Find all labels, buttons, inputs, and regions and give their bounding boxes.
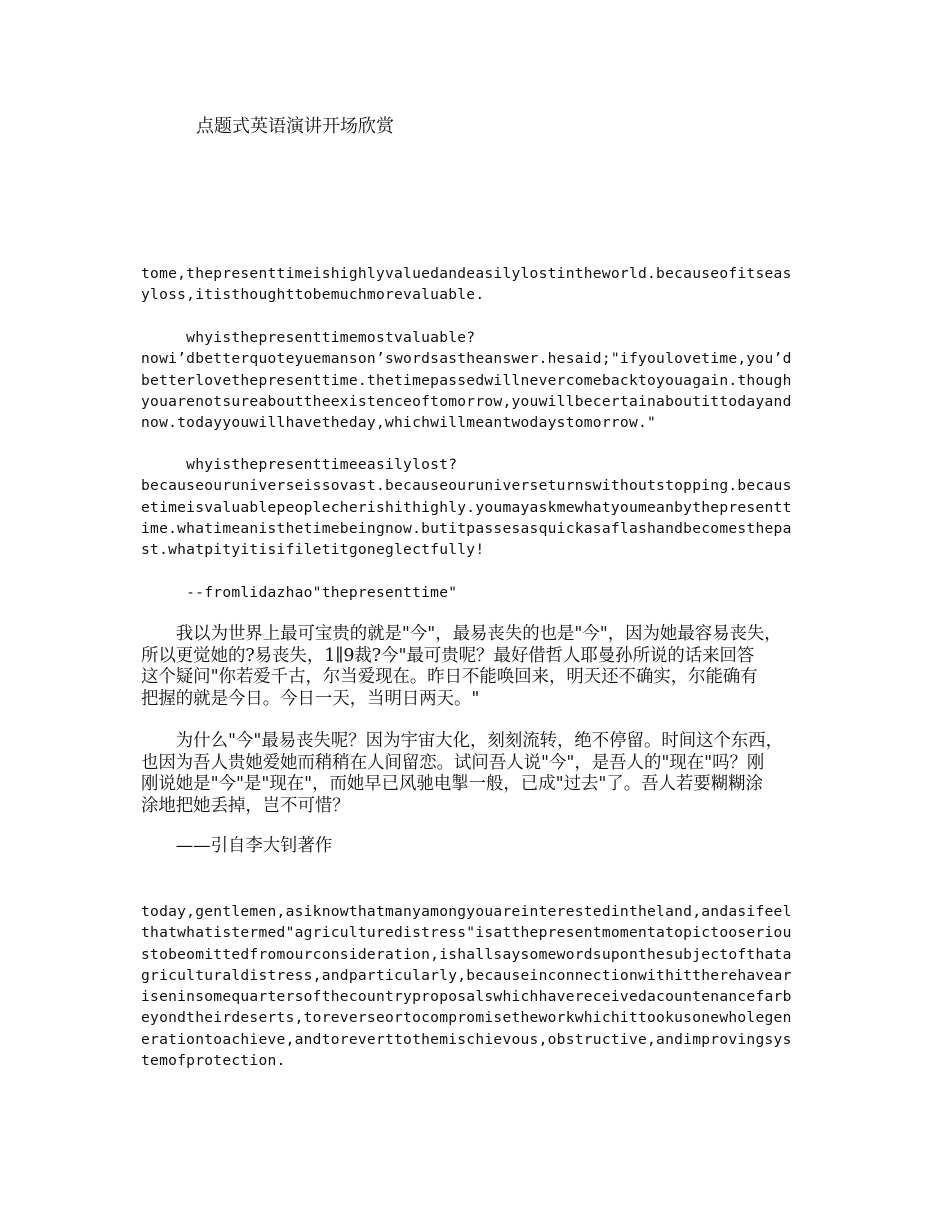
text-line: ime.whatimeanisthetimebeingnow.butitpassesasquickasaflashandbecomesthepa (141, 519, 792, 537)
text-line: erationtoachieve,andtoreverttothemischievous,obstructive,andimprovingsys (141, 1030, 792, 1048)
chinese-paragraph-2 (141, 731, 816, 817)
text-line: 我以为世界上最可宝贵的就是"今"，最易丧失的也是"今"，因为她最容易丧失， (141, 624, 782, 644)
text-line: 涂地把她丢掉，岂不可惜？ (141, 795, 350, 816)
text-line: 把握的就是今日。今日一天，当明日两天。" (141, 688, 480, 709)
text-line: tome,thepresenttimeishighlyvaluedandeasilylostintheworld.becauseofitseas (141, 265, 792, 282)
document-title: 点题式英语演讲开场欣赏 (196, 116, 394, 137)
text-line: betterlovethepresenttime.thetimepassedwillnevercomebacktoyouagain.though (141, 371, 792, 389)
text-line: nowi’dbetterquoteyuemanson’swordsastheanswer.hesaid;"ifyoulovetime,you’d (141, 350, 792, 368)
text-line: today,gentlemen,asiknowthatmanyamongyouareinterestedintheland,andasifeel (141, 903, 792, 920)
text-line: 也因为吾人贵她爱她而稍稍在人间留恋。试问吾人说"今"，是吾人的"现在"吗？刚 (141, 752, 765, 773)
chinese-paragraph-1 (141, 624, 816, 710)
text-line: 所以更觉她的?易丧失，1∥9裁?今"最可贵呢？最好借哲人耶曼孙所说的话来回答 (141, 645, 755, 666)
text-line: griculturaldistress,andparticularly,becauseinconnectionwithittherehavear (141, 966, 792, 984)
english-paragraph-2 (141, 327, 816, 433)
text-line: --fromlidazhao"thepresenttime" (141, 584, 458, 601)
text-line: becauseouruniverseissovast.becauseouruniverseturnswithoutstopping.becaus (141, 477, 792, 495)
text-line: now.todayyouwillhavetheday,whichwillmeantwodaystomorrow." (141, 414, 657, 432)
chinese-attribution (141, 836, 816, 858)
english-paragraph-1 (141, 263, 816, 306)
english-attribution (141, 582, 816, 603)
english-paragraph-3 (141, 454, 816, 560)
text-line: etimeisvaluablepeoplecherishithighly.youmayaskmewhatyoumeanbythepresentt (141, 498, 792, 516)
text-line: st.whatpityitisifiletitgoneglectfully! (141, 541, 485, 559)
text-line: 刚说她是"今"是"现在"，而她早已风驰电掣一般，已成"过去"了。吾人若要糊糊涂 (141, 774, 763, 795)
text-line: temofprotection. (141, 1052, 286, 1070)
text-line: whyisthepresenttimemostvaluable? (141, 329, 476, 346)
text-line: ——引自李大钊著作 (141, 836, 333, 856)
text-line: iseninsomequartersofthecountryproposalswhichhavereceivedacountenancefarb (141, 988, 792, 1006)
text-line: whyisthepresenttimeeasilylost? (141, 456, 458, 473)
text-line: yloss,itisthoughttobemuchmorevaluable. (141, 286, 485, 304)
text-line: stobeomittedfromourconsideration,ishallsaysomewordsuponthesubjectofthata (141, 945, 792, 963)
text-line: thatwhatistermed"agriculturedistress"isatthepresentmomentatopictooseriou (141, 924, 792, 942)
text-line: 为什么"今"最易丧失呢？因为宇宙大化，刻刻流转，绝不停留。时间这个东西， (141, 731, 784, 751)
english-paragraph-4 (141, 901, 816, 1071)
text-line: eyondtheirdeserts,toreverseortocompromisetheworkwhichittookusonewholegen (141, 1009, 792, 1027)
text-line: youarenotsureabouttheexistenceoftomorrow,youwillbecertainaboutittodayand (141, 392, 792, 410)
text-line: 这个疑问"你若爱千古，尔当爱现在。昨日不能唤回来，明天还不确实，尔能确有 (141, 667, 758, 688)
